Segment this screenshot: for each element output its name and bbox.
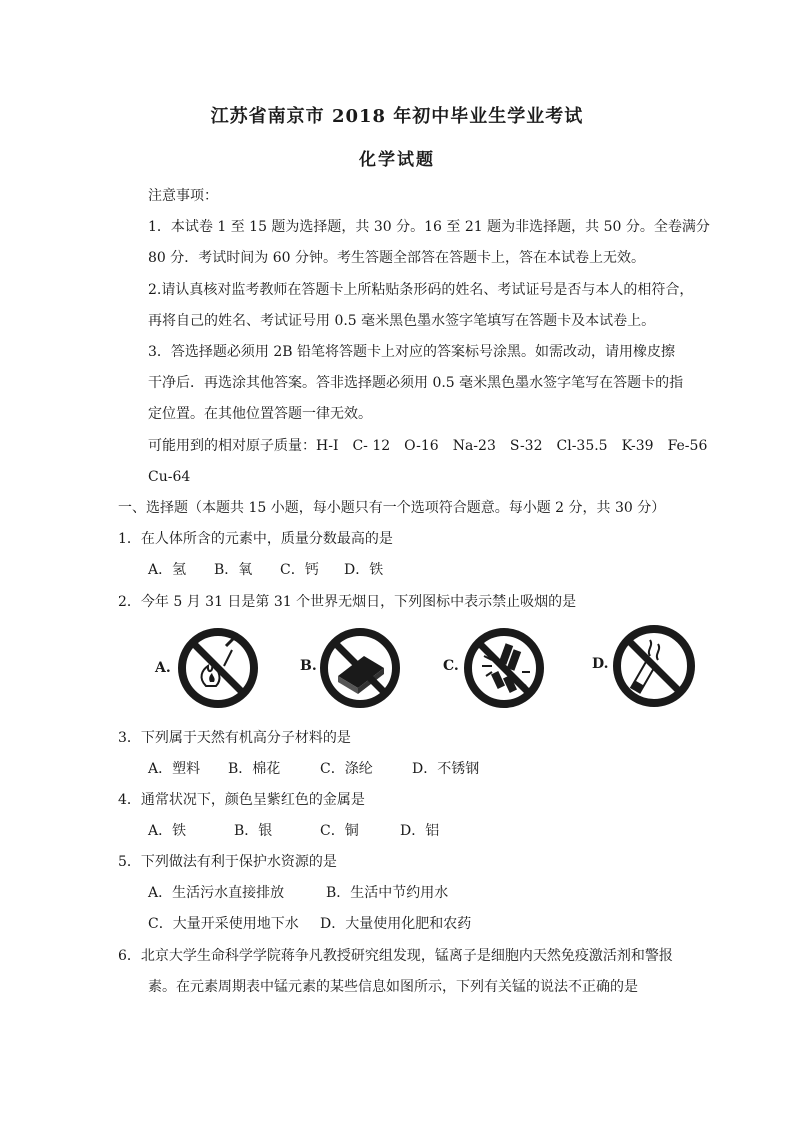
notes-line: 再将自己的姓名、考试证号用 0.5 毫米黑色墨水签字笔填写在答题卡及本试卷上。 — [148, 313, 656, 329]
no-firecrackers-icon — [462, 626, 546, 710]
question-4-stem: 4．通常状况下，颜色呈紫红色的金属是 — [118, 792, 365, 808]
option-b: B．棉花 — [228, 761, 281, 777]
exam-subtitle: 化学试题 — [359, 150, 435, 170]
option-c: C．钙 — [280, 562, 319, 578]
option-a: A．氢 — [148, 562, 187, 578]
option-b: B．生活中节约用水 — [326, 885, 449, 901]
option-a: A．塑料 — [148, 761, 201, 777]
notes-line: 干净后．再选涂其他答案。答非选择题必须用 0.5 毫米黑色墨水签字笔写在答题卡的指 — [148, 375, 684, 391]
notes-line: 80 分．考试时间为 60 分钟。考生答题全部答在答题卡上，答在本试卷上无效。 — [148, 250, 645, 266]
sign-label-b: B. — [300, 658, 317, 674]
sign-label-c: C. — [443, 658, 459, 674]
option-d: D．不锈钢 — [412, 761, 480, 777]
option-d: D．铁 — [344, 562, 384, 578]
question-6-stem-cont: 素。在元素周期表中锰元素的某些信息如图所示，下列有关锰的说法不正确的是 — [148, 979, 638, 995]
notes-heading: 注意事项： — [148, 188, 218, 204]
option-b: B．银 — [234, 823, 273, 839]
option-d: D．铝 — [400, 823, 440, 839]
atomic-mass-line-cont: Cu-64 — [148, 469, 191, 485]
no-smoking-icon — [610, 622, 698, 710]
question-5-stem: 5．下列做法有利于保护水资源的是 — [118, 854, 337, 870]
notes-line: 1．本试卷 1 至 15 题为选择题，共 30 分。16 至 21 题为非选择题，共 50 分。全卷满分 — [148, 219, 710, 235]
no-fire-icon — [176, 626, 260, 710]
option-c: C．大量开采使用地下水 — [148, 916, 299, 932]
option-a: A．生活污水直接排放 — [148, 885, 285, 901]
exam-title: 江苏省南京市 2018 年初中毕业生学业考试 — [210, 106, 584, 127]
sign-label-d: D. — [592, 656, 609, 672]
sign-label-a: A. — [155, 660, 171, 676]
question-1-stem: 1．在人体所含的元素中，质量分数最高的是 — [118, 531, 393, 547]
notes-line: 3．答选择题必须用 2B 铅笔将答题卡上对应的答案标号涂黑。如需改动，请用橡皮擦 — [148, 344, 676, 360]
no-matches-icon — [318, 626, 402, 710]
question-2-stem: 2．今年 5 月 31 日是第 31 个世界无烟日，下列图标中表示禁止吸烟的是 — [118, 594, 577, 610]
option-a: A．铁 — [148, 823, 187, 839]
option-b: B．氧 — [214, 562, 253, 578]
question-3-stem: 3．下列属于天然有机高分子材料的是 — [118, 730, 351, 746]
section-heading: 一、选择题（本题共 15 小题，每小题只有一个选项符合题意。每小题 2 分，共 30 分） — [118, 500, 666, 516]
question-6-stem: 6．北京大学生命科学学院蒋争凡教授研究组发现，锰离子是细胞内天然免疫激活剂和警报 — [118, 948, 673, 964]
option-c: C．涤纶 — [320, 761, 373, 777]
option-c: C．铜 — [320, 823, 359, 839]
notes-line: 2.请认真核对监考教师在答题卡上所粘贴条形码的姓名、考试证号是否与本人的相符合， — [148, 282, 694, 298]
notes-line: 定位置。在其他位置答题一律无效。 — [148, 406, 372, 422]
option-d: D．大量使用化肥和农药 — [320, 916, 472, 932]
atomic-mass-line: 可能用到的相对原子质量：H-I C- 12 O-16 Na-23 S-32 Cl-35.5 K-39 Fe-56 — [148, 438, 708, 454]
